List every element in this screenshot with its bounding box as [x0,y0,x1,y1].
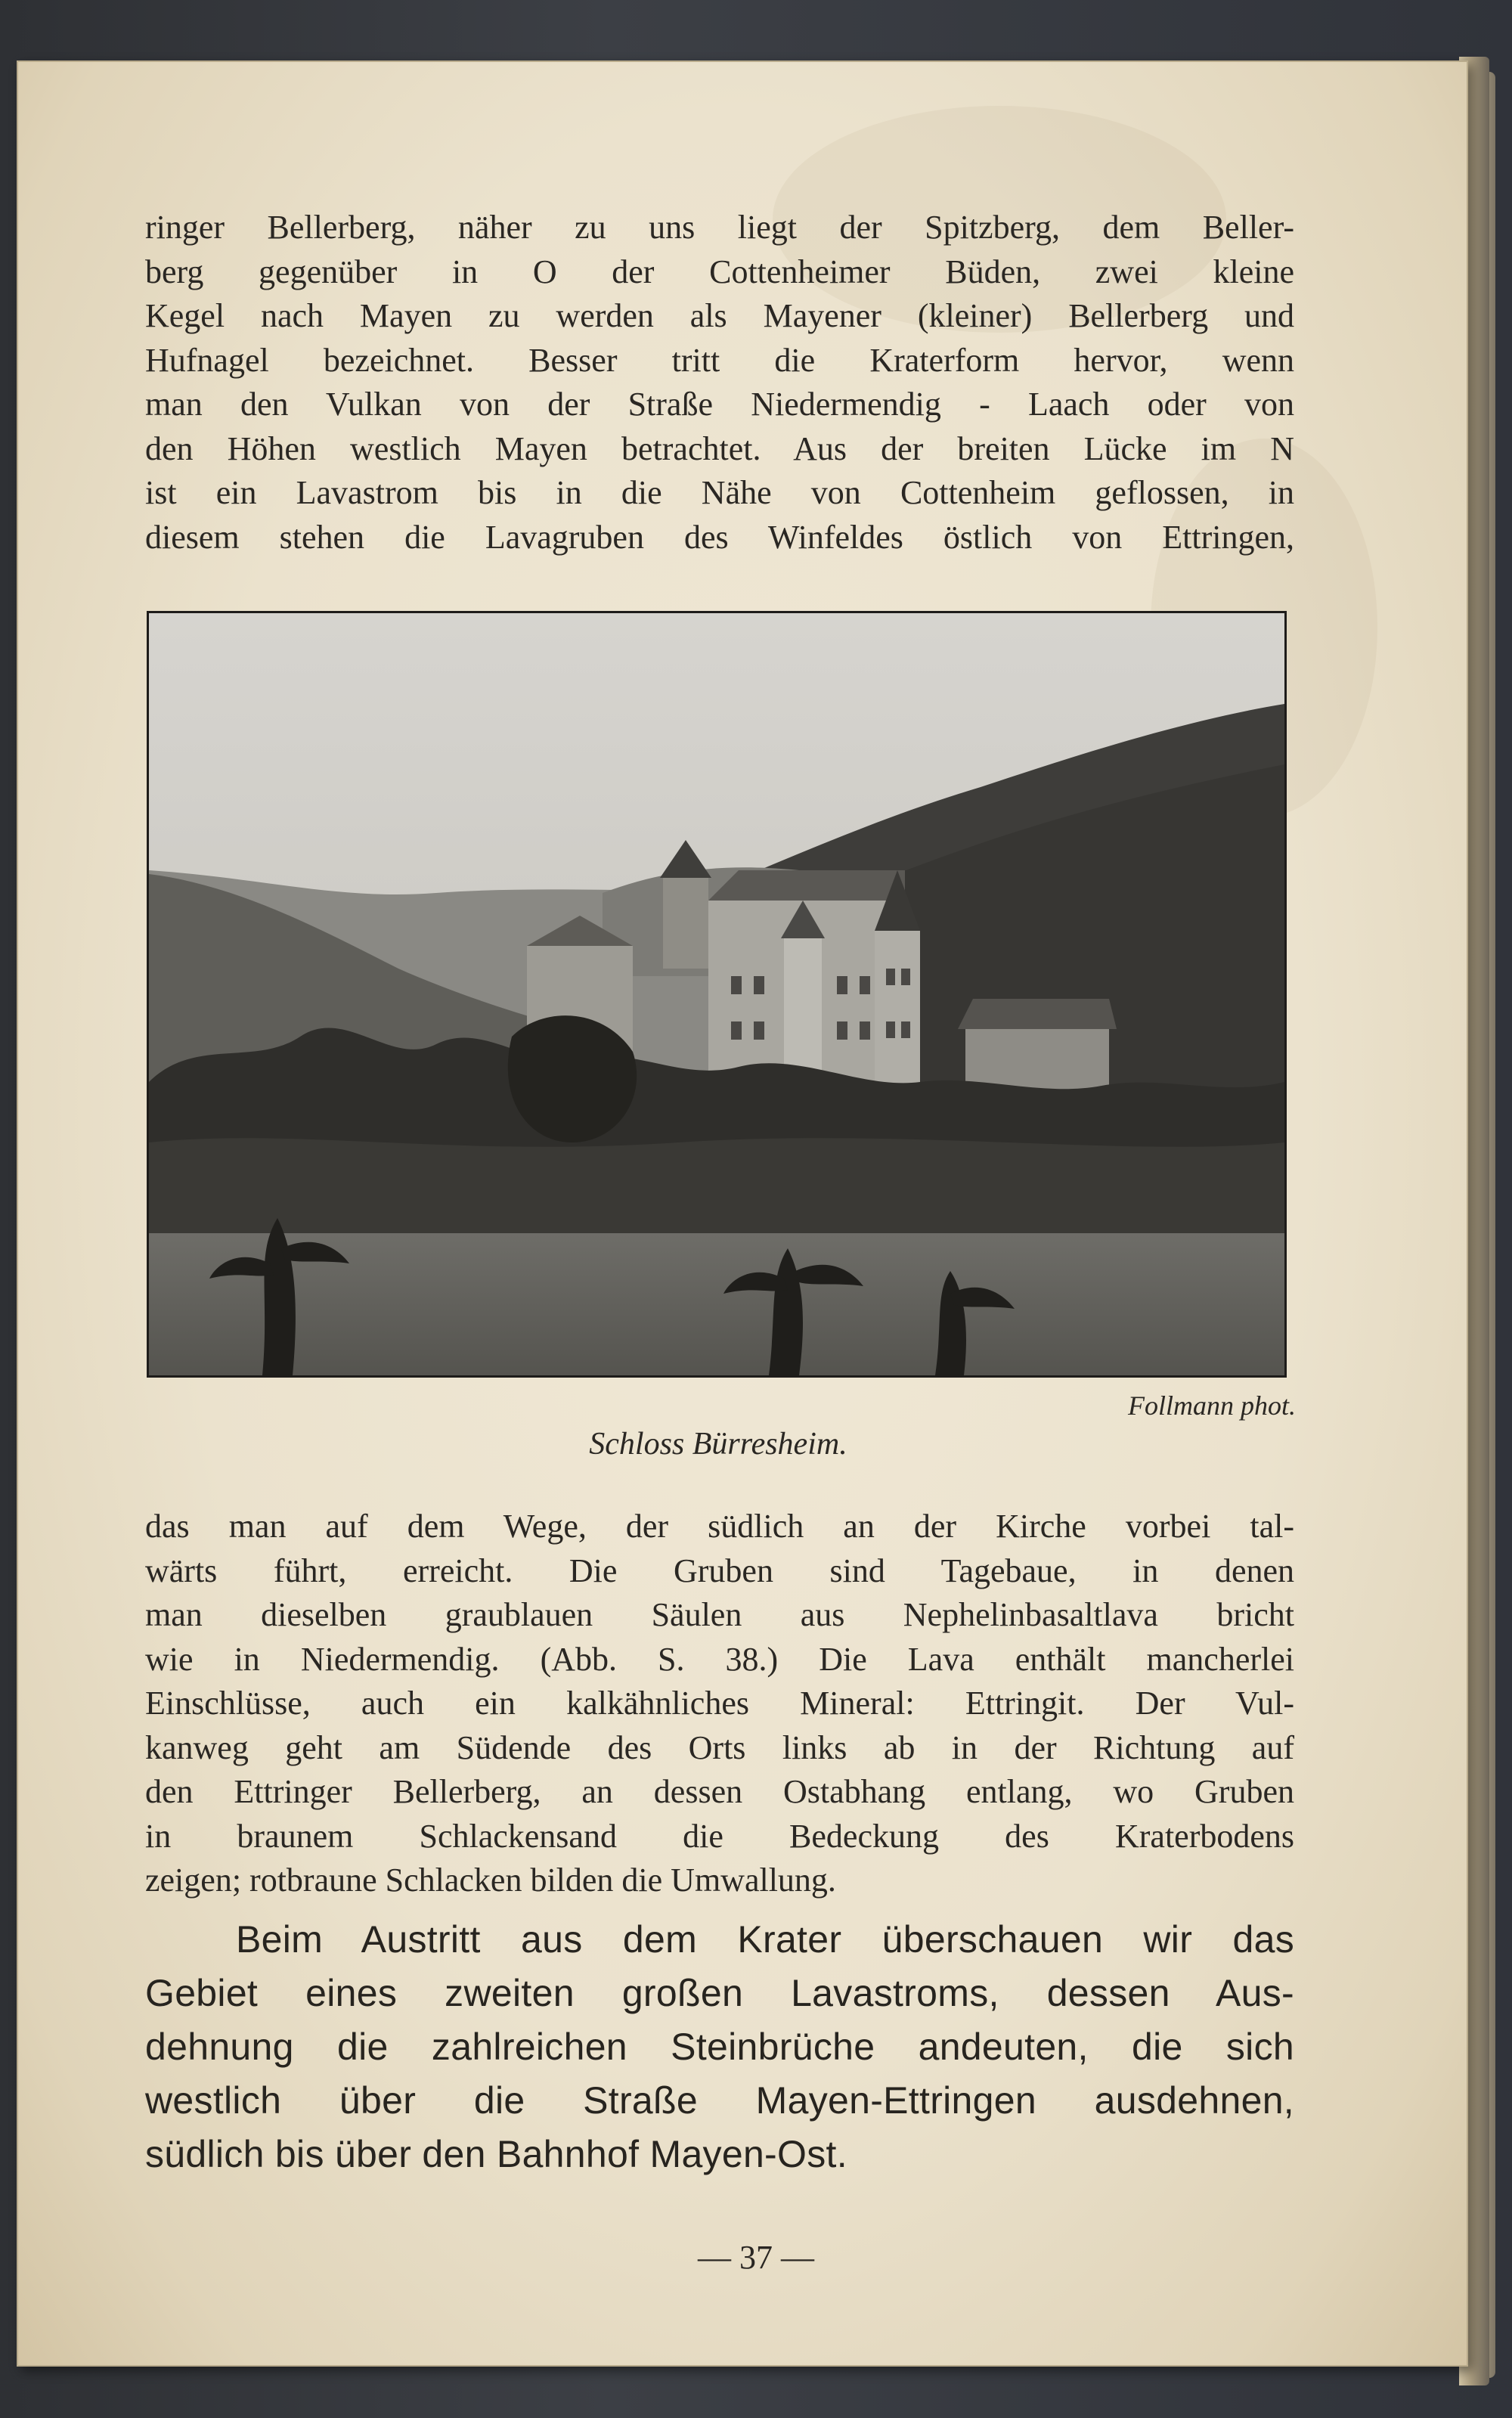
text-line: wie in Niedermendig. (Abb. S. 38.) Die Lava enthält mancherlei [145,1640,1294,1678]
paragraph-3-text [145,1913,1294,2181]
text-line: das man auf dem Wege, der südlich an der Kirche vorbei tal- [145,1508,1294,1545]
paragraph-2-text [145,1505,1294,1903]
page-number: — 37 — [698,2239,814,2276]
text-line: dehnung die zahlreichen Steinbrüche andeuten, die sich [145,2026,1294,2068]
text-line: diesem stehen die Lavagruben des Winfeldes östlich von Ettringen, [145,518,1294,556]
text-line: man den Vulkan von der Straße Niedermendig - Laach oder von [145,386,1294,423]
text-line: kanweg geht am Südende des Orts links ab in der Richtung auf [145,1728,1294,1766]
text-line: ringer Bellerberg, näher zu uns liegt der Spitzberg, dem Beller- [145,209,1294,246]
text-line: Einschlüsse, auch ein kalkähnliches Mineral: Ettringit. Der Vul- [145,1685,1294,1722]
text-line: den Höhen westlich Mayen betrachtet. Aus der breiten Lücke im N [145,429,1294,467]
text-line: berg gegenüber in O der Cottenheimer Büden, zwei kleine [145,253,1294,290]
paragraph-2 [145,1505,1294,1903]
text-line: westlich über die Straße Mayen-Ettringen ausdehnen, [145,2079,1294,2122]
text-line: Beim Austritt aus dem Krater überschauen wir das [236,1918,1294,1961]
paragraph-1 [145,206,1294,560]
text-line: in braunem Schlackensand die Bedeckung des Kraterbodens [145,1817,1294,1855]
paragraph-3 [145,1913,1294,2181]
photo-credit: Follmann phot. [1128,1390,1296,1421]
text-line: den Ettringer Bellerberg, an dessen Ostabhang entlang, wo Gruben [145,1773,1294,1810]
text-line: südlich bis über den Bahnhof Mayen-Ost. [145,2133,847,2175]
photo-caption: Schloss Bürresheim. [589,1427,847,1462]
text-line: man dieselben graublauen Säulen aus Nephelinbasaltlava bricht [145,1596,1294,1633]
castle-photo-drawing [149,613,1284,1375]
paragraph-1-text [145,206,1294,560]
text-line: wärts führt, erreicht. Die Gruben sind Tagebaue, in denen [145,1552,1294,1589]
castle-photograph [147,611,1287,1378]
text-line: ist ein Lavastrom bis in die Nähe von Cottenheim geflossen, in [145,474,1294,511]
text-line: Gebiet eines zweiten großen Lavastroms, dessen Aus- [145,1972,1294,2014]
text-line: Kegel nach Mayen zu werden als Mayener (kleiner) Bellerberg und [145,297,1294,334]
text-line: Hufnagel bezeichnet. Besser tritt die Kraterform hervor, wenn [145,341,1294,379]
text-line: zeigen; rotbraune Schlacken bilden die Umwallung. [145,1862,836,1899]
